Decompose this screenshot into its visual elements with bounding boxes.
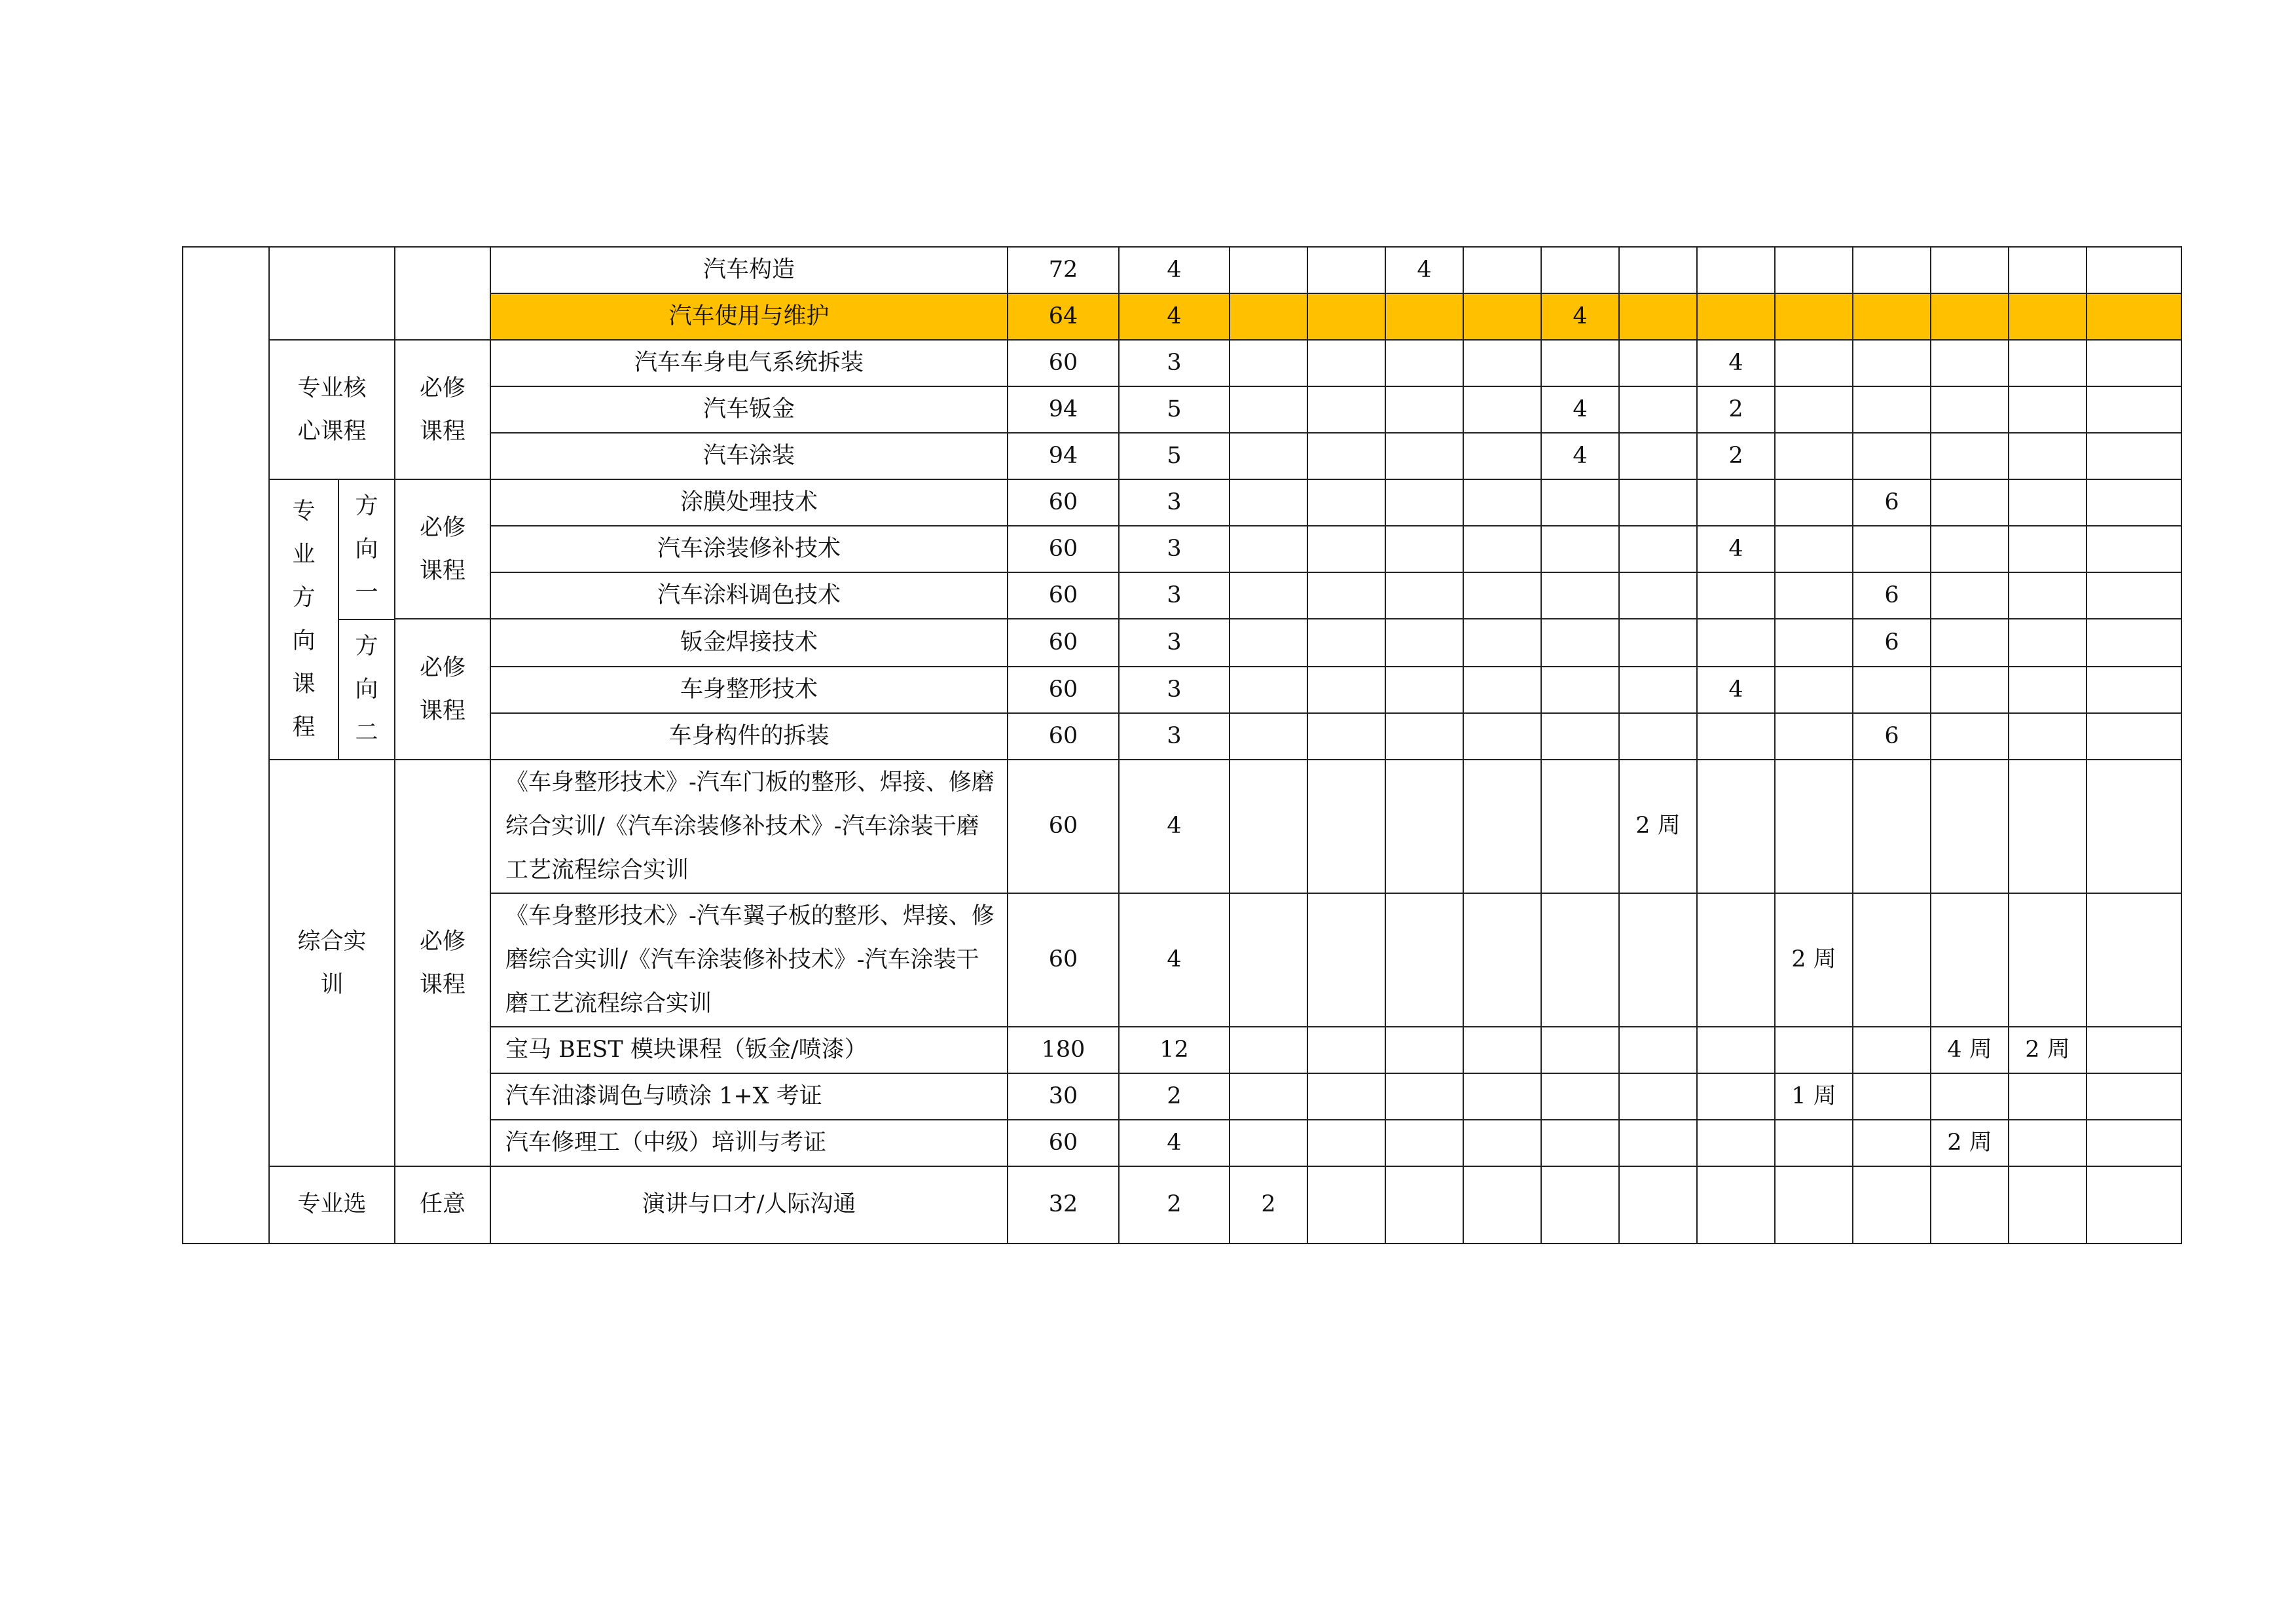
- semester-cell: [1619, 619, 1697, 667]
- semester-cell: 2 周: [1931, 1120, 2009, 1166]
- semester-cell: [1385, 433, 1463, 479]
- semester-cell: [1463, 1166, 1541, 1244]
- semester-cell: [1385, 1027, 1463, 1073]
- hours-cell: 94: [1008, 386, 1119, 433]
- semester-cell: [1931, 760, 2009, 893]
- semester-cell: [1697, 572, 1775, 619]
- type-practice-label: 必修课程: [395, 760, 490, 1166]
- semester-cell: [1931, 293, 2009, 340]
- semester-cell: [1230, 572, 1307, 619]
- semester-cell: [1853, 1166, 1931, 1244]
- table-row: [183, 760, 2181, 893]
- credits-cell: 5: [1119, 386, 1230, 433]
- semester-cell: [2086, 667, 2181, 713]
- credits-cell: 2: [1119, 1166, 1230, 1244]
- semester-cell: [1697, 619, 1775, 667]
- semester-cell: [2009, 386, 2086, 433]
- semester-cell: 4: [1385, 247, 1463, 293]
- semester-cell: [1463, 572, 1541, 619]
- semester-cell: [1307, 1120, 1385, 1166]
- credits-cell: 4: [1119, 293, 1230, 340]
- semester-cell: [1541, 619, 1619, 667]
- hours-cell: 60: [1008, 667, 1119, 713]
- semester-cell: [2009, 340, 2086, 386]
- semester-cell: [1853, 893, 1931, 1027]
- semester-cell: [2009, 526, 2086, 572]
- semester-cell: [1463, 526, 1541, 572]
- semester-cell: [1230, 479, 1307, 526]
- semester-cell: [1775, 760, 1853, 893]
- semester-cell: 1 周: [1775, 1073, 1853, 1120]
- semester-cell: [1619, 572, 1697, 619]
- credits-cell: 3: [1119, 713, 1230, 760]
- semester-cell: [1541, 1120, 1619, 1166]
- semester-cell: [1385, 479, 1463, 526]
- semester-cell: [1230, 619, 1307, 667]
- semester-cell: [1775, 433, 1853, 479]
- semester-cell: [1307, 1073, 1385, 1120]
- course-name: 汽车涂装修补技术: [490, 526, 1008, 572]
- course-name: 汽车修理工（中级）培训与考证: [490, 1120, 1008, 1166]
- semester-cell: [1307, 479, 1385, 526]
- semester-cell: [1853, 340, 1931, 386]
- semester-cell: 4: [1541, 433, 1619, 479]
- semester-cell: [2009, 1120, 2086, 1166]
- type-core-label: 必修课程: [395, 340, 490, 479]
- hours-cell: 60: [1008, 760, 1119, 893]
- direction-two-label: 方向二: [355, 633, 378, 746]
- semester-cell: [1931, 667, 2009, 713]
- semester-cell: [1619, 713, 1697, 760]
- semester-cell: [1853, 1073, 1931, 1120]
- semester-cell: [1931, 1073, 2009, 1120]
- semester-cell: [2009, 619, 2086, 667]
- credits-cell: 3: [1119, 479, 1230, 526]
- credits-cell: 3: [1119, 667, 1230, 713]
- group-direction-container: [269, 479, 395, 760]
- semester-cell: [1541, 572, 1619, 619]
- semester-cell: [1230, 433, 1307, 479]
- semester-cell: [1463, 433, 1541, 479]
- semester-cell: [1619, 340, 1697, 386]
- semester-cell: [2009, 667, 2086, 713]
- semester-cell: [2086, 526, 2181, 572]
- semester-cell: [1307, 247, 1385, 293]
- semester-cell: 6: [1853, 572, 1931, 619]
- semester-cell: [2086, 893, 2181, 1027]
- semester-cell: [1775, 713, 1853, 760]
- semester-cell: 4 周: [1931, 1027, 2009, 1073]
- semester-cell: [1931, 340, 2009, 386]
- semester-cell: [2086, 572, 2181, 619]
- type-dir2-label: 必修课程: [395, 619, 490, 760]
- semester-cell: [1541, 1027, 1619, 1073]
- course-name: 汽车车身电气系统拆装: [490, 340, 1008, 386]
- semester-cell: [1853, 760, 1931, 893]
- semester-cell: 2: [1697, 386, 1775, 433]
- semester-cell: [1230, 386, 1307, 433]
- table-row: [183, 340, 2181, 386]
- semester-cell: [1775, 1120, 1853, 1166]
- course-name: 钣金焊接技术: [490, 619, 1008, 667]
- semester-cell: [2009, 572, 2086, 619]
- semester-cell: 6: [1853, 479, 1931, 526]
- semester-cell: [1697, 713, 1775, 760]
- semester-cell: [1619, 526, 1697, 572]
- semester-cell: [1463, 1120, 1541, 1166]
- semester-cell: [1697, 1027, 1775, 1073]
- semester-cell: [1230, 1120, 1307, 1166]
- semester-cell: [1697, 893, 1775, 1027]
- semester-cell: [1385, 572, 1463, 619]
- semester-cell: [1463, 340, 1541, 386]
- course-name: 车身整形技术: [490, 667, 1008, 713]
- semester-cell: [1463, 893, 1541, 1027]
- semester-cell: [1775, 526, 1853, 572]
- credits-cell: 3: [1119, 619, 1230, 667]
- semester-cell: [1463, 1027, 1541, 1073]
- semester-cell: [2009, 893, 2086, 1027]
- semester-cell: [1541, 526, 1619, 572]
- hours-cell: 60: [1008, 893, 1119, 1027]
- semester-cell: 4: [1697, 526, 1775, 572]
- semester-cell: [2009, 1073, 2086, 1120]
- semester-cell: [1853, 667, 1931, 713]
- hours-cell: 72: [1008, 247, 1119, 293]
- semester-cell: 4: [1697, 340, 1775, 386]
- semester-cell: [1230, 713, 1307, 760]
- semester-cell: [1931, 619, 2009, 667]
- hours-cell: 60: [1008, 526, 1119, 572]
- hours-cell: 60: [1008, 479, 1119, 526]
- semester-cell: [1307, 893, 1385, 1027]
- credits-cell: 3: [1119, 572, 1230, 619]
- semester-cell: [2009, 760, 2086, 893]
- semester-cell: 4: [1541, 293, 1619, 340]
- semester-cell: [1385, 760, 1463, 893]
- semester-cell: 4: [1541, 386, 1619, 433]
- semester-cell: [1619, 1166, 1697, 1244]
- semester-cell: [1619, 386, 1697, 433]
- course-name: 汽车使用与维护: [490, 293, 1008, 340]
- semester-cell: [1931, 572, 2009, 619]
- course-schedule-table: [182, 246, 2182, 1244]
- credits-cell: 4: [1119, 760, 1230, 893]
- semester-cell: [1931, 433, 2009, 479]
- semester-cell: [1541, 247, 1619, 293]
- semester-cell: [1931, 247, 2009, 293]
- semester-cell: [1697, 293, 1775, 340]
- semester-cell: [1463, 293, 1541, 340]
- semester-cell: [1463, 619, 1541, 667]
- semester-cell: [1307, 667, 1385, 713]
- semester-cell: [1385, 526, 1463, 572]
- semester-cell: [1697, 1166, 1775, 1244]
- semester-cell: [2009, 247, 2086, 293]
- semester-cell: 6: [1853, 619, 1931, 667]
- semester-cell: [2086, 713, 2181, 760]
- semester-cell: [1307, 1027, 1385, 1073]
- semester-cell: [2009, 479, 2086, 526]
- semester-cell: [1307, 386, 1385, 433]
- group-blank-cell: [269, 247, 395, 340]
- semester-cell: [1385, 293, 1463, 340]
- group-practice-label: 综合实训: [269, 760, 395, 1166]
- hours-cell: 30: [1008, 1073, 1119, 1120]
- semester-cell: [1541, 479, 1619, 526]
- semester-cell: [1775, 572, 1853, 619]
- semester-cell: [1463, 713, 1541, 760]
- course-name: 汽车涂装: [490, 433, 1008, 479]
- semester-cell: [1385, 619, 1463, 667]
- semester-cell: [1230, 760, 1307, 893]
- semester-cell: [2086, 619, 2181, 667]
- semester-cell: [1541, 760, 1619, 893]
- semester-cell: [1307, 340, 1385, 386]
- group-elective-label: 专业选: [269, 1166, 395, 1244]
- semester-cell: [1619, 1027, 1697, 1073]
- hours-cell: 60: [1008, 619, 1119, 667]
- direction-one-label: 方向一: [338, 480, 394, 619]
- hours-cell: 64: [1008, 293, 1119, 340]
- semester-cell: [1541, 1073, 1619, 1120]
- semester-cell: [2086, 1120, 2181, 1166]
- semester-cell: [1697, 247, 1775, 293]
- semester-cell: [1230, 340, 1307, 386]
- semester-cell: [1619, 479, 1697, 526]
- course-name: 演讲与口才/人际沟通: [490, 1166, 1008, 1244]
- semester-cell: [1775, 479, 1853, 526]
- semester-cell: [1230, 1027, 1307, 1073]
- course-name: 《车身整形技术》-汽车门板的整形、焊接、修磨综合实训/《汽车涂装修补技术》-汽车涂装干磨工艺流程综合实训: [490, 760, 1008, 893]
- semester-cell: [1619, 293, 1697, 340]
- semester-cell: [1775, 619, 1853, 667]
- semester-cell: [1775, 293, 1853, 340]
- semester-cell: [1541, 667, 1619, 713]
- semester-cell: [2009, 1166, 2086, 1244]
- semester-cell: [1385, 667, 1463, 713]
- course-name: 涂膜处理技术: [490, 479, 1008, 526]
- course-name: 汽车钣金: [490, 386, 1008, 433]
- semester-cell: [1463, 386, 1541, 433]
- course-name: 车身构件的拆装: [490, 713, 1008, 760]
- semester-cell: [1307, 619, 1385, 667]
- type-dir1-label: 必修课程: [395, 479, 490, 619]
- course-name: 汽车构造: [490, 247, 1008, 293]
- hours-cell: 60: [1008, 340, 1119, 386]
- semester-cell: [1307, 433, 1385, 479]
- course-name: 宝马 BEST 模块课程（钣金/喷漆）: [490, 1027, 1008, 1073]
- category-blank-cell: [183, 247, 269, 1244]
- semester-cell: 2 周: [1619, 760, 1697, 893]
- semester-cell: [1853, 1027, 1931, 1073]
- semester-cell: [1541, 713, 1619, 760]
- semester-cell: [1541, 893, 1619, 1027]
- course-name: 汽车油漆调色与喷涂 1+X 考证: [490, 1073, 1008, 1120]
- semester-cell: [2086, 293, 2181, 340]
- semester-cell: [1697, 1073, 1775, 1120]
- credits-cell: 3: [1119, 340, 1230, 386]
- semester-cell: [2086, 760, 2181, 893]
- semester-cell: [2009, 713, 2086, 760]
- semester-cell: [1853, 1120, 1931, 1166]
- semester-cell: [2086, 1166, 2181, 1244]
- group-direction-label: 专业方向课程: [270, 480, 338, 759]
- semester-cell: [1853, 433, 1931, 479]
- semester-cell: [1619, 667, 1697, 713]
- semester-cell: [1619, 1120, 1697, 1166]
- semester-cell: [1697, 479, 1775, 526]
- semester-cell: [1697, 1120, 1775, 1166]
- hours-cell: 60: [1008, 1120, 1119, 1166]
- semester-cell: [2086, 1027, 2181, 1073]
- semester-cell: [1230, 293, 1307, 340]
- semester-cell: [1463, 1073, 1541, 1120]
- semester-cell: 2 周: [1775, 893, 1853, 1027]
- table-row: [183, 619, 2181, 667]
- semester-cell: [1775, 386, 1853, 433]
- hours-cell: 60: [1008, 713, 1119, 760]
- semester-cell: [2086, 386, 2181, 433]
- credits-cell: 12: [1119, 1027, 1230, 1073]
- semester-cell: [1853, 526, 1931, 572]
- semester-cell: [2009, 293, 2086, 340]
- semester-cell: [1385, 893, 1463, 1027]
- credits-cell: 2: [1119, 1073, 1230, 1120]
- semester-cell: [1385, 340, 1463, 386]
- semester-cell: 6: [1853, 713, 1931, 760]
- semester-cell: [1931, 526, 2009, 572]
- semester-cell: [1775, 340, 1853, 386]
- semester-cell: [1307, 760, 1385, 893]
- semester-cell: [1931, 893, 2009, 1027]
- semester-cell: [1230, 1073, 1307, 1120]
- type-elective-label: 任意: [395, 1166, 490, 1244]
- semester-cell: [1385, 1120, 1463, 1166]
- semester-cell: [2086, 479, 2181, 526]
- semester-cell: [2086, 1073, 2181, 1120]
- credits-cell: 4: [1119, 893, 1230, 1027]
- semester-cell: [1307, 293, 1385, 340]
- semester-cell: [1775, 1166, 1853, 1244]
- semester-cell: [1307, 572, 1385, 619]
- semester-cell: [1775, 667, 1853, 713]
- course-name: 汽车涂料调色技术: [490, 572, 1008, 619]
- semester-cell: [1230, 247, 1307, 293]
- semester-cell: [1307, 713, 1385, 760]
- semester-cell: [1541, 340, 1619, 386]
- semester-cell: [1385, 386, 1463, 433]
- hours-cell: 60: [1008, 572, 1119, 619]
- semester-cell: [1463, 479, 1541, 526]
- semester-cell: 4: [1697, 667, 1775, 713]
- table-row: [183, 1166, 2181, 1244]
- semester-cell: [1385, 713, 1463, 760]
- semester-cell: [1307, 1166, 1385, 1244]
- semester-cell: [1463, 247, 1541, 293]
- semester-cell: [1931, 1166, 2009, 1244]
- course-name: 《车身整形技术》-汽车翼子板的整形、焊接、修磨综合实训/《汽车涂装修补技术》-汽车涂装干磨工艺流程综合实训: [490, 893, 1008, 1027]
- semester-cell: [1853, 293, 1931, 340]
- table-row: [183, 479, 2181, 526]
- semester-cell: [1697, 760, 1775, 893]
- semester-cell: [1775, 247, 1853, 293]
- semester-cell: [1853, 386, 1931, 433]
- hours-cell: 32: [1008, 1166, 1119, 1244]
- semester-cell: [1230, 526, 1307, 572]
- credits-cell: 3: [1119, 526, 1230, 572]
- group-core-label: 专业核心课程: [269, 340, 395, 479]
- semester-cell: [1619, 893, 1697, 1027]
- semester-cell: [1230, 667, 1307, 713]
- semester-cell: [1541, 1166, 1619, 1244]
- credits-cell: 4: [1119, 247, 1230, 293]
- semester-cell: [1463, 760, 1541, 893]
- type-blank-cell: [395, 247, 490, 340]
- hours-cell: 180: [1008, 1027, 1119, 1073]
- semester-cell: [1385, 1166, 1463, 1244]
- semester-cell: 2: [1697, 433, 1775, 479]
- semester-cell: [1307, 526, 1385, 572]
- semester-cell: [1775, 1027, 1853, 1073]
- semester-cell: [1619, 1073, 1697, 1120]
- semester-cell: [1619, 247, 1697, 293]
- semester-cell: [1463, 667, 1541, 713]
- credits-cell: 4: [1119, 1120, 1230, 1166]
- semester-cell: [2009, 433, 2086, 479]
- credits-cell: 5: [1119, 433, 1230, 479]
- semester-cell: [2086, 433, 2181, 479]
- table-row: [183, 247, 2181, 293]
- hours-cell: 94: [1008, 433, 1119, 479]
- semester-cell: 2: [1230, 1166, 1307, 1244]
- semester-cell: [1385, 1073, 1463, 1120]
- semester-cell: [1931, 386, 2009, 433]
- semester-cell: [1931, 713, 2009, 760]
- semester-cell: [1230, 893, 1307, 1027]
- semester-cell: [2086, 247, 2181, 293]
- semester-cell: 2 周: [2009, 1027, 2086, 1073]
- semester-cell: [1619, 433, 1697, 479]
- semester-cell: [1853, 247, 1931, 293]
- semester-cell: [2086, 340, 2181, 386]
- semester-cell: [1931, 479, 2009, 526]
